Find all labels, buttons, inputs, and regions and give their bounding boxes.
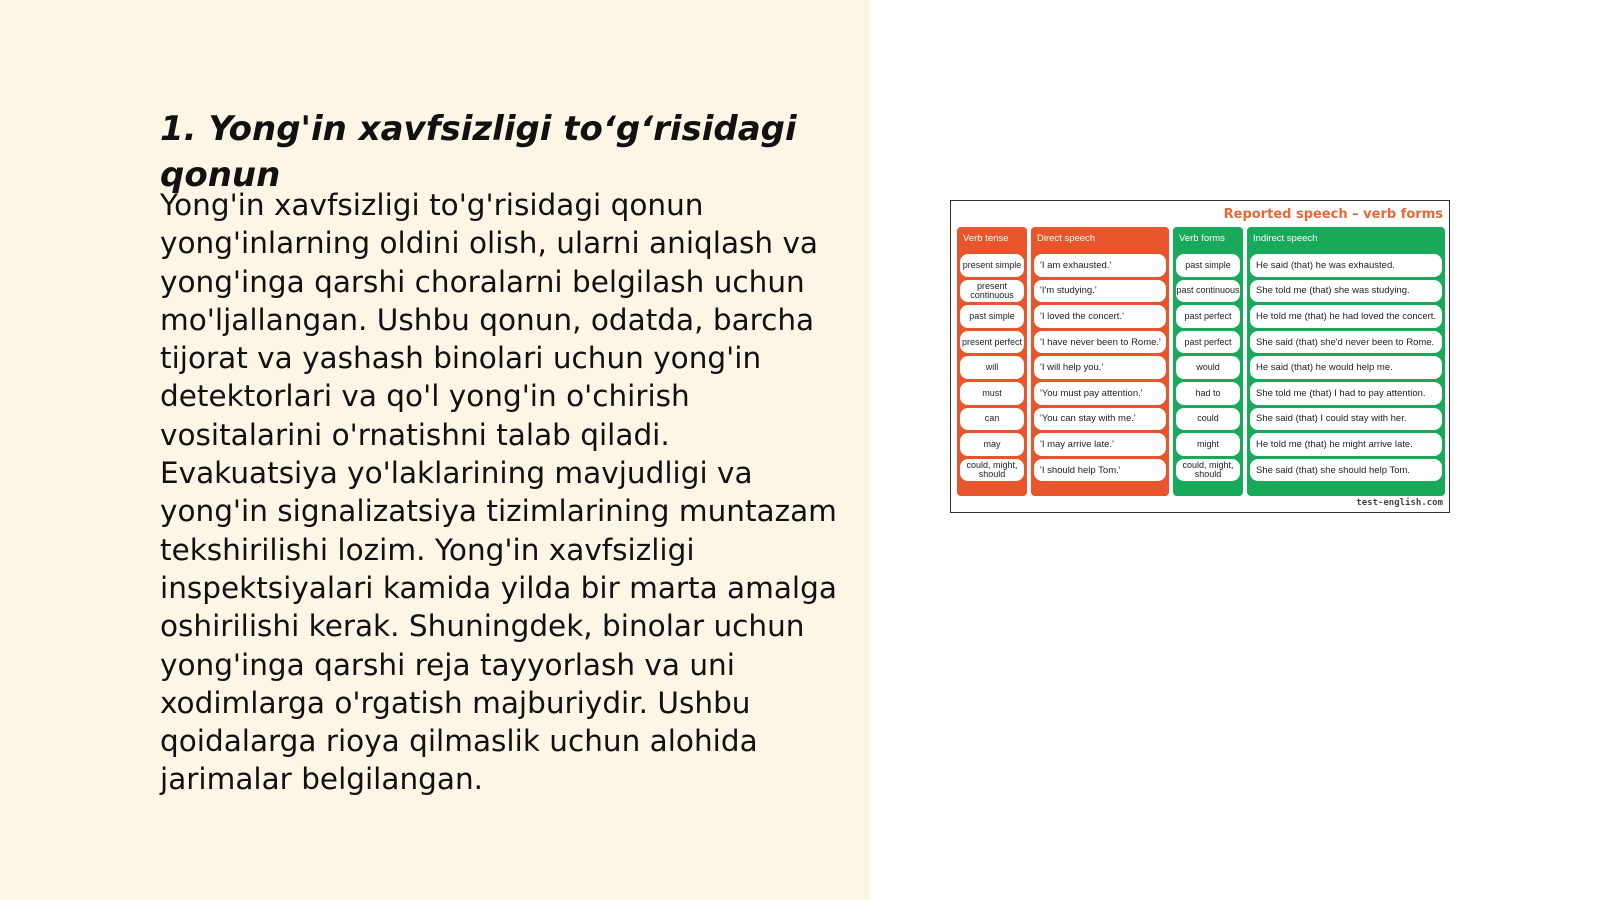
verb-form-cell: could, might, should xyxy=(1176,459,1240,482)
verb-form-cell: past perfect xyxy=(1176,305,1240,328)
direct-speech-header: Direct speech xyxy=(1037,233,1096,244)
verb-form-cell: could xyxy=(1176,408,1240,431)
direct-speech-cell: 'I loved the concert.' xyxy=(1034,305,1166,328)
verb-tense-header: Verb tense xyxy=(963,233,1009,244)
verb-tense-cell: could, might, should xyxy=(960,459,1024,482)
verb-form-cell: past continuous xyxy=(1176,280,1240,303)
indirect-speech-cell: He said (that) he would help me. xyxy=(1250,356,1442,379)
verb-tense-cell: can xyxy=(960,408,1024,431)
indirect-speech-header: Indirect speech xyxy=(1253,233,1318,244)
direct-speech-cell: 'I have never been to Rome.' xyxy=(1034,331,1166,354)
verb-form-cell: past simple xyxy=(1176,254,1240,277)
indirect-speech-column xyxy=(1247,227,1445,496)
reported-speech-chart-image xyxy=(950,200,1450,513)
image-source-label: test-english.com xyxy=(1356,498,1443,508)
direct-speech-cell: 'I should help Tom.' xyxy=(1034,459,1166,482)
indirect-speech-cell: She told me (that) she was studying. xyxy=(1250,280,1442,303)
verb-tense-cell: may xyxy=(960,433,1024,456)
direct-speech-cell: 'I may arrive late.' xyxy=(1034,433,1166,456)
verb-tense-cell: present perfect xyxy=(960,331,1024,354)
verb-forms-header: Verb forms xyxy=(1179,233,1225,244)
verb-tense-cell: will xyxy=(960,356,1024,379)
indirect-speech-cell: He said (that) he was exhausted. xyxy=(1250,254,1442,277)
slide-body-text: Yong'in xavfsizligi to'g'risidagi qonun yong'inlarning oldini olish, ularni aniqlash va yong'inga qarshi choralarni belgilash uchun mo'ljallangan. Ushbu qonun, odatda, barcha tijorat va yashash binolari uchun yong'in detektorlari va qo'l yong'in o'chirish vositalarini o'rnatishni talab qiladi. Evakuatsiya yo'laklarining mavjudligi va yong'in signalizatsiya tizimlarining muntazam tekshirilishi lozim. Yong'in xavfsizligi inspektsiyalari kamida yilda bir marta amalga oshirilishi kerak. Shuningdek, binolar uchun yong'inga qarshi reja tayyorlash va uni xodimlarga o'rgatish majburiydir. Ushbu qoidalarga rioya qilmaslik uchun alohida jarimalar belgilangan. xyxy=(160,188,837,797)
verb-tense-column xyxy=(957,227,1027,496)
direct-speech-cell: 'I will help you.' xyxy=(1034,356,1166,379)
indirect-speech-cell: She said (that) I could stay with her. xyxy=(1250,408,1442,431)
direct-speech-cell: 'I am exhausted.' xyxy=(1034,254,1166,277)
verb-form-cell: might xyxy=(1176,433,1240,456)
indirect-speech-cell: She said (that) she'd never been to Rome. xyxy=(1250,331,1442,354)
verb-tense-cell: must xyxy=(960,382,1024,405)
direct-speech-cell: 'I'm studying.' xyxy=(1034,280,1166,303)
image-title: Reported speech – verb forms xyxy=(1223,207,1443,222)
direct-speech-cell: 'You can stay with me.' xyxy=(1034,408,1166,431)
verb-form-cell: had to xyxy=(1176,382,1240,405)
verb-form-cell: would xyxy=(1176,356,1240,379)
indirect-speech-cell: She said (that) she should help Tom. xyxy=(1250,459,1442,482)
verb-form-cell: past perfect xyxy=(1176,331,1240,354)
indirect-speech-cell: He told me (that) he might arrive late. xyxy=(1250,433,1442,456)
direct-speech-cell: 'You must pay attention.' xyxy=(1034,382,1166,405)
verb-tense-cell: present continuous xyxy=(960,280,1024,303)
slide-title: 1. Yong'in xavfsizligi to‘g‘risidagi qonun xyxy=(160,109,797,195)
verb-forms-column xyxy=(1173,227,1243,496)
verb-tense-cell: present simple xyxy=(960,254,1024,277)
verb-tense-cell: past simple xyxy=(960,305,1024,328)
direct-speech-column xyxy=(1031,227,1169,496)
indirect-speech-cell: He told me (that) he had loved the concert. xyxy=(1250,305,1442,328)
indirect-speech-cell: She told me (that) I had to pay attention. xyxy=(1250,382,1442,405)
